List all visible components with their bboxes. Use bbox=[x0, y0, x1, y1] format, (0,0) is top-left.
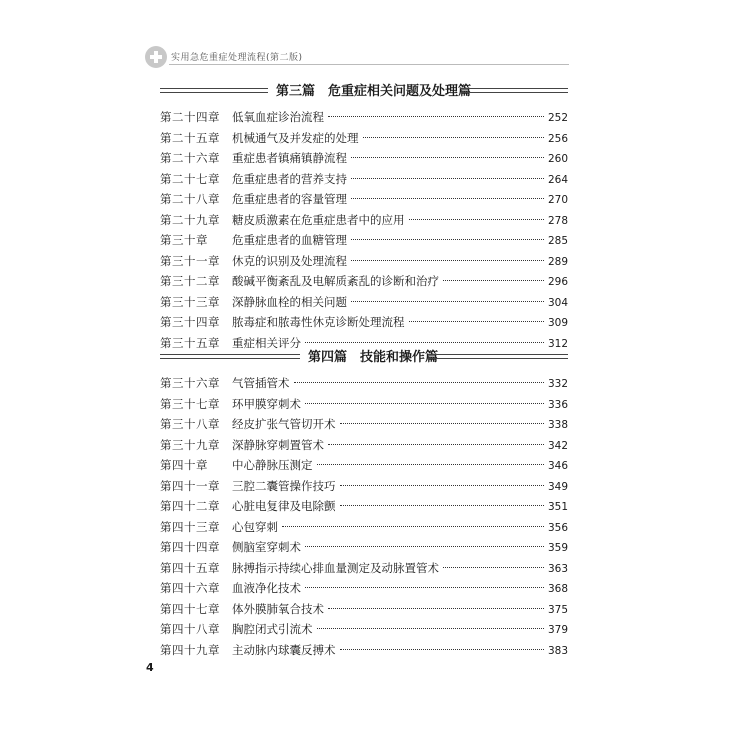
chapter-title: 主动脉内球囊反搏术 bbox=[232, 642, 336, 657]
leader-dots bbox=[351, 157, 544, 158]
toc-entry bbox=[160, 230, 568, 251]
chapter-number: 第三十章 bbox=[160, 233, 208, 247]
chapter-title: 酸碱平衡紊乱及电解质紊乱的诊断和治疗 bbox=[232, 274, 439, 288]
chapter-title: 心包穿刺 bbox=[232, 519, 278, 534]
chapter-title: 侧脑室穿刺术 bbox=[232, 540, 301, 554]
toc-list-part4 bbox=[160, 373, 568, 660]
chapter-number: 第四十九章 bbox=[160, 642, 220, 657]
leader-dots bbox=[363, 137, 545, 138]
chapter-title: 经皮扩张气管切开术 bbox=[232, 417, 336, 431]
leader-dots bbox=[340, 649, 545, 650]
page-ref: 349 bbox=[548, 480, 569, 493]
toc-entry bbox=[160, 148, 568, 169]
leader-dots bbox=[305, 403, 544, 404]
leader-dots bbox=[340, 423, 545, 424]
section-heading-part4 bbox=[160, 346, 568, 364]
chapter-number: 第四十二章 bbox=[160, 499, 220, 513]
chapter-number: 第三十八章 bbox=[160, 417, 220, 431]
toc-entry bbox=[160, 251, 568, 272]
chapter-title: 危重症患者的营养支持 bbox=[232, 171, 347, 186]
chapter-number: 第三十四章 bbox=[160, 315, 220, 329]
chapter-number: 第二十七章 bbox=[160, 171, 220, 186]
header-divider bbox=[169, 64, 569, 65]
page-ref: 332 bbox=[548, 378, 569, 390]
page-ref: 285 bbox=[548, 235, 569, 247]
leader-dots bbox=[317, 464, 545, 465]
chapter-number: 第二十九章 bbox=[160, 212, 220, 227]
leader-dots bbox=[340, 505, 545, 506]
leader-dots bbox=[351, 239, 544, 240]
page-ref: 346 bbox=[548, 460, 569, 472]
leader-dots bbox=[351, 178, 544, 179]
chapter-title: 三腔二囊管操作技巧 bbox=[232, 478, 336, 493]
chapter-title: 胸腔闭式引流术 bbox=[232, 622, 313, 636]
page-ref: 296 bbox=[548, 276, 569, 288]
toc-entry bbox=[160, 189, 568, 210]
chapter-title: 危重症患者的血糖管理 bbox=[232, 233, 347, 247]
page-ref: 359 bbox=[548, 542, 569, 554]
toc-entry bbox=[160, 537, 568, 558]
page-ref: 256 bbox=[548, 132, 569, 145]
page-ref: 383 bbox=[548, 644, 569, 657]
chapter-title: 环甲膜穿刺术 bbox=[232, 396, 301, 411]
chapter-number: 第二十六章 bbox=[160, 151, 220, 165]
toc-entry bbox=[160, 640, 568, 661]
leader-dots bbox=[409, 321, 545, 322]
chapter-number: 第三十一章 bbox=[160, 253, 220, 268]
chapter-number: 第四十七章 bbox=[160, 601, 220, 616]
page-ref: 270 bbox=[548, 194, 569, 206]
toc-entry bbox=[160, 312, 568, 333]
chapter-number: 第二十四章 bbox=[160, 110, 220, 124]
leader-dots bbox=[443, 567, 544, 568]
toc-entry bbox=[160, 271, 568, 292]
chapter-title: 脉搏指示持续心排血量测定及动脉置管术 bbox=[232, 560, 439, 575]
chapter-number: 第二十五章 bbox=[160, 130, 220, 145]
page-number: 4 bbox=[146, 661, 154, 674]
leader-dots bbox=[409, 219, 545, 220]
toc-entry bbox=[160, 435, 568, 456]
chapter-number: 第四十一章 bbox=[160, 478, 220, 493]
page-ref: 260 bbox=[548, 153, 569, 165]
chapter-title: 中心静脉压测定 bbox=[232, 458, 313, 472]
chapter-number: 第四十章 bbox=[160, 458, 208, 472]
chapter-title: 深静脉穿刺置管术 bbox=[232, 437, 324, 452]
leader-dots bbox=[328, 444, 544, 445]
chapter-number: 第三十五章 bbox=[160, 335, 220, 350]
toc-entry bbox=[160, 517, 568, 538]
chapter-title: 体外膜肺氧合技术 bbox=[232, 601, 324, 616]
chapter-number: 第四十五章 bbox=[160, 560, 220, 575]
chapter-title: 重症患者镇痛镇静流程 bbox=[232, 151, 347, 165]
chapter-title: 低氧血症诊治流程 bbox=[232, 110, 324, 124]
chapter-title: 深静脉血栓的相关问题 bbox=[232, 294, 347, 309]
page-ref: 304 bbox=[548, 296, 569, 309]
leader-dots bbox=[328, 116, 544, 117]
page-ref: 264 bbox=[548, 173, 569, 186]
leader-dots bbox=[351, 260, 544, 261]
cross-emblem-icon bbox=[145, 46, 167, 68]
toc-entry bbox=[160, 578, 568, 599]
toc-entry bbox=[160, 394, 568, 415]
leader-dots bbox=[305, 587, 544, 588]
chapter-number: 第二十八章 bbox=[160, 192, 220, 206]
section-title: 第三篇 危重症相关问题及处理篇 bbox=[272, 80, 464, 99]
leader-dots bbox=[443, 280, 544, 281]
leader-dots bbox=[294, 382, 545, 383]
chapter-title: 机械通气及并发症的处理 bbox=[232, 130, 359, 145]
chapter-number: 第四十八章 bbox=[160, 622, 220, 636]
leader-dots bbox=[340, 485, 545, 486]
chapter-number: 第三十七章 bbox=[160, 396, 220, 411]
page-ref: 363 bbox=[548, 562, 569, 575]
toc-entry bbox=[160, 599, 568, 620]
leader-dots bbox=[351, 198, 544, 199]
chapter-title: 重症相关评分 bbox=[232, 335, 301, 350]
chapter-number: 第三十六章 bbox=[160, 376, 220, 390]
leader-dots bbox=[328, 608, 544, 609]
leader-dots bbox=[282, 526, 544, 527]
chapter-title: 危重症患者的容量管理 bbox=[232, 192, 347, 206]
page-ref: 312 bbox=[548, 337, 569, 350]
chapter-title: 糖皮质激素在危重症患者中的应用 bbox=[232, 212, 405, 227]
toc-entry bbox=[160, 128, 568, 149]
toc-entry bbox=[160, 210, 568, 231]
page-ref: 278 bbox=[548, 214, 569, 227]
chapter-title: 脓毒症和脓毒性休克诊断处理流程 bbox=[232, 315, 405, 329]
page-ref: 342 bbox=[548, 439, 569, 452]
chapter-number: 第四十四章 bbox=[160, 540, 220, 554]
page-ref: 336 bbox=[548, 398, 569, 411]
toc-list-part3 bbox=[160, 107, 568, 353]
page-ref: 309 bbox=[548, 317, 569, 329]
page-ref: 375 bbox=[548, 603, 569, 616]
page-ref: 356 bbox=[548, 521, 569, 534]
heading-rule bbox=[460, 88, 568, 93]
chapter-title: 休克的识别及处理流程 bbox=[232, 253, 347, 268]
section-heading-part3 bbox=[160, 80, 568, 98]
toc-entry bbox=[160, 619, 568, 640]
page-ref: 379 bbox=[548, 624, 569, 636]
leader-dots bbox=[305, 342, 544, 343]
chapter-number: 第三十三章 bbox=[160, 294, 220, 309]
chapter-title: 心脏电复律及电除颤 bbox=[232, 499, 336, 513]
chapter-title: 血液净化技术 bbox=[232, 581, 301, 595]
running-header bbox=[145, 42, 565, 70]
toc-entry bbox=[160, 476, 568, 497]
chapter-number: 第四十三章 bbox=[160, 519, 220, 534]
toc-entry bbox=[160, 558, 568, 579]
toc-entry bbox=[160, 414, 568, 435]
toc-entry bbox=[160, 107, 568, 128]
chapter-number: 第三十九章 bbox=[160, 437, 220, 452]
page-ref: 368 bbox=[548, 583, 569, 595]
leader-dots bbox=[317, 628, 545, 629]
leader-dots bbox=[351, 301, 544, 302]
chapter-number: 第三十二章 bbox=[160, 274, 220, 288]
heading-rule bbox=[428, 354, 568, 359]
page-ref: 338 bbox=[548, 419, 569, 431]
toc-entry bbox=[160, 292, 568, 313]
page-ref: 351 bbox=[548, 501, 569, 513]
book-title: 实用急危重症处理流程(第二版) bbox=[171, 53, 303, 63]
toc-entry bbox=[160, 373, 568, 394]
leader-dots bbox=[305, 546, 544, 547]
page-ref: 289 bbox=[548, 255, 569, 268]
chapter-title: 气管插管术 bbox=[232, 376, 290, 390]
toc-entry bbox=[160, 169, 568, 190]
toc-entry bbox=[160, 455, 568, 476]
heading-rule bbox=[160, 88, 268, 93]
heading-rule bbox=[160, 354, 300, 359]
chapter-number: 第四十六章 bbox=[160, 581, 220, 595]
page-ref: 252 bbox=[548, 112, 569, 124]
toc-entry bbox=[160, 496, 568, 517]
section-title: 第四篇 技能和操作篇 bbox=[304, 346, 432, 365]
